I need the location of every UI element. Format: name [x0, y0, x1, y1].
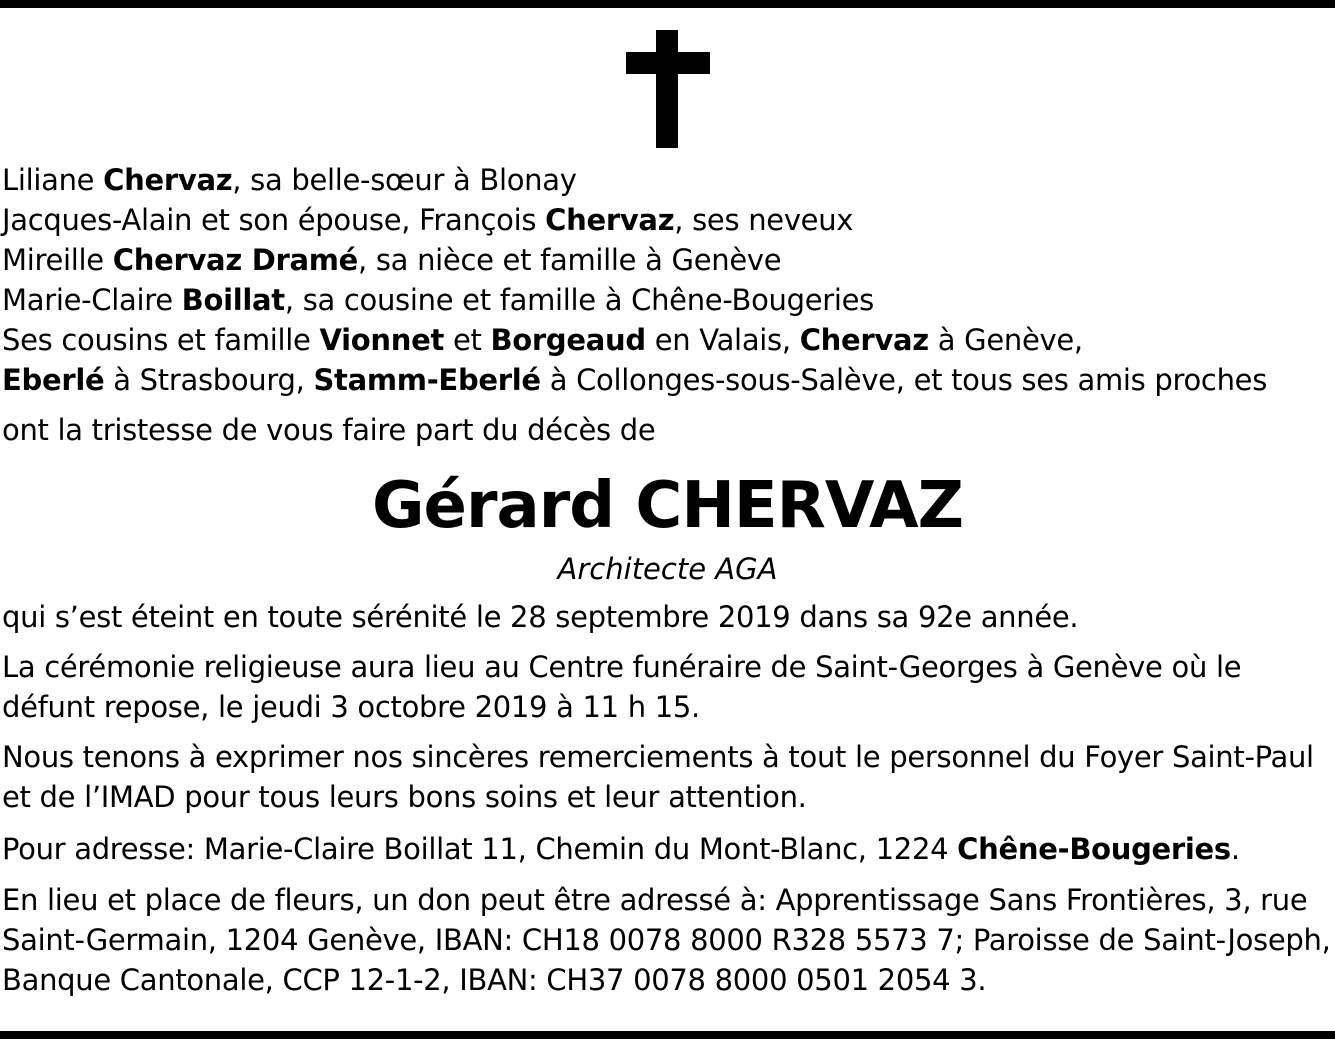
cross-icon — [626, 30, 710, 148]
top-rule — [0, 0, 1335, 8]
intro-text: ont la tristesse de vous faire part du décès de — [2, 413, 656, 447]
family-line-6: Eberlé à Strasbourg, Stamm-Eberlé à Collonges-sous-Salève, et tous ses amis proches — [2, 363, 1268, 397]
deceased-title: Architecte AGA — [557, 552, 778, 586]
ceremony-text: La cérémonie religieuse aura lieu au Centre funéraire de Saint-Georges à Genève où le défunt repose, le jeudi 3 octobre 2019 à 11 h 15. — [2, 650, 1242, 724]
bottom-rule — [0, 1031, 1335, 1039]
passing-text: qui s’est éteint en toute sérénité le 28 septembre 2019 dans sa 92e année. — [2, 600, 1079, 634]
thanks-text: Nous tenons à exprimer nos sincères remerciements à tout le personnel du Foyer Saint-Paul et de l’IMAD pour tous leurs bons soins et leur attention. — [2, 740, 1314, 814]
family-line-1: Liliane Chervaz, sa belle-sœur à Blonay — [2, 163, 577, 197]
family-line-2: Jacques-Alain et son épouse, François Chervaz, ses neveux — [2, 203, 854, 237]
family-line-5: Ses cousins et famille Vionnet et Borgeaud en Valais, Chervaz à Genève, — [2, 323, 1083, 357]
family-line-3: Mireille Chervaz Dramé, sa nièce et famille à Genève — [2, 243, 782, 277]
deceased-name: Gérard CHERVAZ — [372, 469, 963, 543]
address-text: Pour adresse: Marie-Claire Boillat 11, Chemin du Mont-Blanc, 1224 Chêne-Bougeries. — [2, 832, 1240, 866]
family-line-4: Marie-Claire Boillat, sa cousine et famille à Chêne-Bougeries — [2, 283, 874, 317]
donation-text: En lieu et place de fleurs, un don peut être adressé à: Apprentissage Sans Frontières, 3, rue Saint-Germain, 1204 Genève, IBAN: CH18 0078 8000 R328 5573 7; Paroisse de Saint-Joseph, Banque Cantonale, CCP 12-1-2, IBAN: CH37 0078 8000 0501 2054 3. — [2, 883, 1331, 997]
